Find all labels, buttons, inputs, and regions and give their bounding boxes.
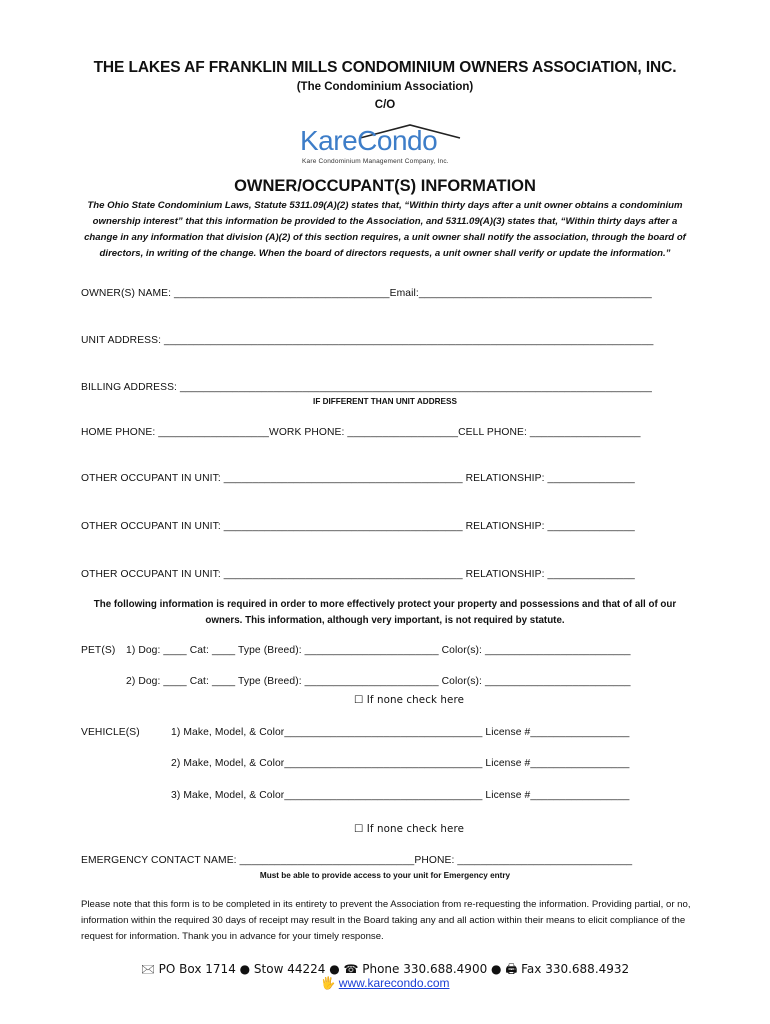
other-occupant-field[interactable]: OTHER OCCUPANT IN UNIT: _________________________________________ RELATIONSHIP: _______________ xyxy=(81,473,635,484)
phone-fields[interactable]: HOME PHONE: ___________________WORK PHONE: ___________________CELL PHONE: ___________________ xyxy=(81,427,641,438)
vehicles-label: VEHICLE(S) xyxy=(81,727,140,738)
vehicle-line[interactable]: 3) Make, Model, & Color__________________________________ License #_________________ xyxy=(171,790,630,801)
karecondo-logo xyxy=(300,123,470,168)
vehicle-line[interactable]: 2) Make, Model, & Color__________________________________ License #_________________ xyxy=(171,758,630,769)
unit-address-field[interactable]: UNIT ADDRESS: ____________________________________________________________________________________ xyxy=(81,335,654,346)
pointing-hand-icon: 🖐 xyxy=(320,976,336,990)
care-of-label: C/O xyxy=(374,99,396,111)
required-info-note: The following information is required in order to more effectively protect your property and possessions and that of all of our owners. This information, although very important, is not required by statute. xyxy=(93,599,677,626)
website-line xyxy=(0,976,770,990)
pets-label: PET(S) xyxy=(81,645,116,656)
association-title: THE LAKES AF FRANKLIN MILLS CONDOMINIUM OWNERS ASSOCIATION, INC. xyxy=(93,59,677,76)
form-heading: OWNER/OCCUPANT(S) INFORMATION xyxy=(234,177,536,195)
association-subtitle: (The Condominium Association) xyxy=(296,81,474,93)
other-occupant-field[interactable]: OTHER OCCUPANT IN UNIT: _________________________________________ RELATIONSHIP: _______________ xyxy=(81,521,635,532)
pet-line[interactable]: 1) Dog: ____ Cat: ____ Type (Breed): _______________________ Color(s): _________________________ xyxy=(126,645,631,656)
pets-none-checkbox[interactable]: ☐ If none check here xyxy=(354,694,465,706)
billing-address-field[interactable]: BILLING ADDRESS: _________________________________________________________________________________ xyxy=(81,382,652,393)
logo-brand-text: KareCondo xyxy=(300,125,438,156)
emergency-contact-field[interactable]: EMERGENCY CONTACT NAME: ______________________________PHONE: ______________________________ xyxy=(81,855,633,866)
owner-name-field[interactable]: OWNER(S) NAME: _____________________________________Email:________________________________________ xyxy=(81,288,652,299)
vehicle-line[interactable]: 1) Make, Model, & Color__________________________________ License #_________________ xyxy=(171,727,630,738)
contact-info-line: 🖂 PO Box 1714 ● Stow 44224 ● ☎ Phone 330.688.4900 ● 🖨 Fax 330.688.4932 xyxy=(140,962,630,976)
logo-tagline: Kare Condominium Management Company, Inc. xyxy=(302,158,449,165)
statute-text: The Ohio State Condominium Laws, Statute 5311.09(A)(2) states that, “Within thirty days after a unit owner obtains a condominium ownership interest” that this information be provided to the Association, and 5311.09(A)(3) states that, “Within thirty days after a change in any information that division (A)(2) of this section requires, a unit owner shall notify the association, through the board of directors, in writing of the change. When the board of directors requests, a unit owner shall verify or update the information.” xyxy=(84,200,686,259)
billing-address-note: IF DIFFERENT THAN UNIT ADDRESS xyxy=(313,397,457,406)
pet-line[interactable]: 2) Dog: ____ Cat: ____ Type (Breed): _______________________ Color(s): _________________________ xyxy=(126,676,631,687)
website-link[interactable]: www.karecondo.com xyxy=(338,976,450,990)
emergency-note: Must be able to provide access to your unit for Emergency entry xyxy=(259,871,511,880)
other-occupant-field[interactable]: OTHER OCCUPANT IN UNIT: _________________________________________ RELATIONSHIP: _______________ xyxy=(81,569,635,580)
vehicles-none-checkbox[interactable]: ☐ If none check here xyxy=(354,823,465,835)
closing-paragraph: Please note that this form is to be completed in its entirety to prevent the Association from re-requesting the information. Providing partial, or no, information within the required 30 days of receipt may result in the Board taking any and all action within their means to elicit compliance of the request for information. Thank you in advance for your timely response. xyxy=(81,899,691,942)
